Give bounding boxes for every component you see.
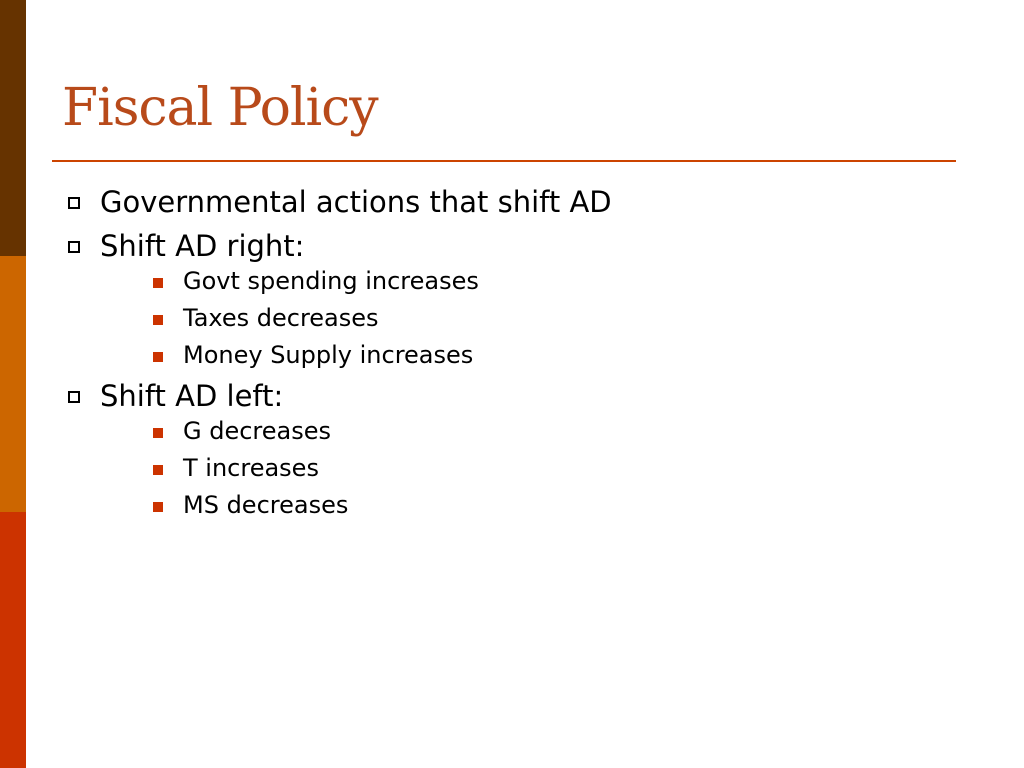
side-stripe-bottom xyxy=(0,512,26,768)
filled-square-bullet-icon xyxy=(153,352,163,362)
filled-square-bullet-icon xyxy=(153,502,163,512)
sub-bullet-text: Govt spending increases xyxy=(183,267,479,295)
sub-bullet-text: G decreases xyxy=(183,417,332,445)
side-stripe-top xyxy=(0,0,26,256)
bullet-text: Governmental actions that shift AD xyxy=(100,185,612,219)
sub-bullet-text: Money Supply increases xyxy=(183,341,474,369)
filled-square-bullet-icon xyxy=(153,465,163,475)
hollow-square-bullet-icon xyxy=(68,391,80,403)
sub-bullet-list xyxy=(100,416,612,520)
bullet-item xyxy=(62,228,612,370)
filled-square-bullet-icon xyxy=(153,315,163,325)
sub-bullet-text: Taxes decreases xyxy=(183,304,379,332)
bullet-text: Shift AD right: xyxy=(100,229,305,263)
sub-bullet-item xyxy=(100,266,612,296)
bullet-list xyxy=(62,184,612,528)
sub-bullet-item xyxy=(100,490,612,520)
filled-square-bullet-icon xyxy=(153,428,163,438)
sub-bullet-item xyxy=(100,453,612,483)
bullet-item xyxy=(62,378,612,520)
sub-bullet-text: MS decreases xyxy=(183,491,349,519)
sub-bullet-text: T increases xyxy=(183,454,319,482)
title-underline xyxy=(52,160,956,162)
hollow-square-bullet-icon xyxy=(68,197,80,209)
sub-bullet-list xyxy=(100,266,612,370)
hollow-square-bullet-icon xyxy=(68,241,80,253)
bullet-text: Shift AD left: xyxy=(100,379,284,413)
filled-square-bullet-icon xyxy=(153,278,163,288)
sub-bullet-item xyxy=(100,340,612,370)
bullet-item xyxy=(62,184,612,220)
sub-bullet-item xyxy=(100,416,612,446)
slide-title: Fiscal Policy xyxy=(62,78,378,138)
side-stripe-middle xyxy=(0,256,26,512)
sub-bullet-item xyxy=(100,303,612,333)
